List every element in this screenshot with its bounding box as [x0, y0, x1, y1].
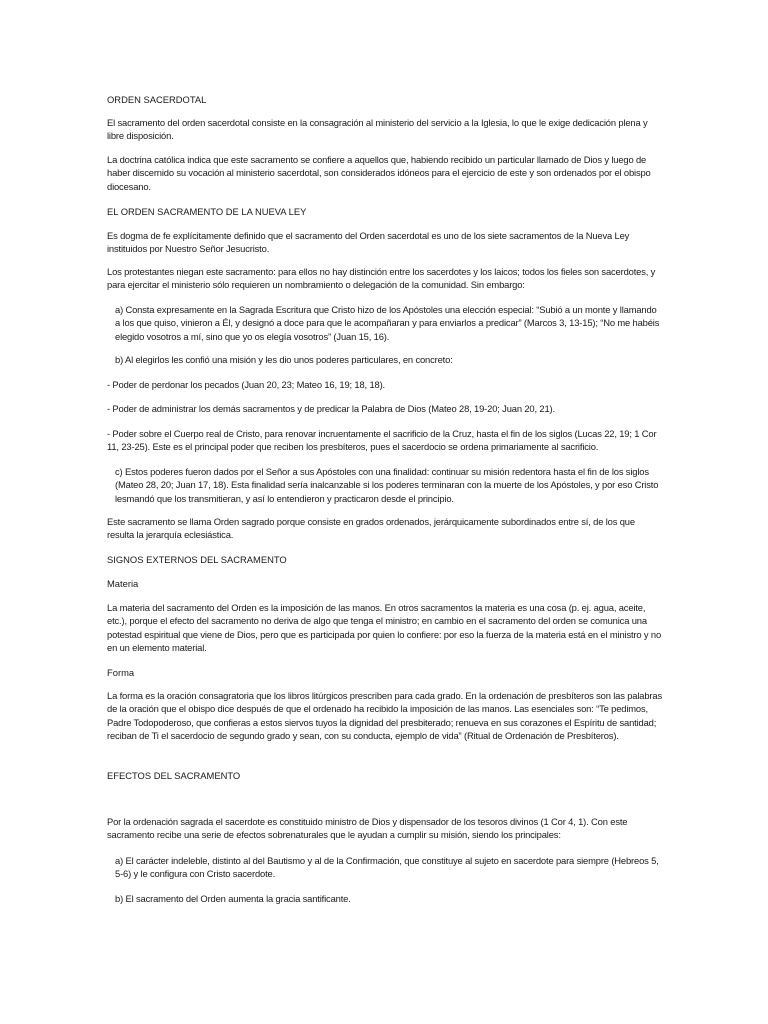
- list-item: b) El sacramento del Orden aumenta la gracia santificante.: [115, 893, 351, 904]
- paragraph: El sacramento del orden sacerdotal consiste en la consagración al ministerio del servicio a la Iglesia, lo que le exige dedicación plena y libre disposición.: [107, 117, 648, 142]
- paragraph: La forma es la oración consagratoria que los libros litúrgicos prescriben para cada grado. En la ordenación de presbíteros son las palabras de la oración que el obispo dice después de que el ordenado ha recibido la imposición de las manos. Las esenciales son: “Te pedimos, Padre Todopoderoso, que confieras a estos siervos tuyos la dignidad del presbiterado; renueva en sus corazones el Espíritu de santidad; reciban de Ti el sacerdocio de segundo grado y sean, con su conducta, ejemplo de vida” (Ritual de Ordenación de Presbíteros).: [107, 690, 662, 742]
- paragraph: Por la ordenación sagrada el sacerdote es constituido ministro de Dios y dispensador de los tesoros divinos (1 Cor 4, 1). Con este sacramento recibe una serie de efectos sobrenaturales que le ayudan a cumplir su misión, siendo los principales:: [107, 816, 628, 841]
- paragraph: Los protestantes niegan este sacramento: para ellos no hay distinción entre los sacerdotes y los laicos; todos los fieles son sacerdotes, y para ejercitar el ministerio sólo requieren un nombramiento o delegación de la comunidad. Sin embargo:: [107, 266, 656, 291]
- dash-item: - Poder de administrar los demás sacramentos y de predicar la Palabra de Dios (Mateo 28, 19-20; Juan 20, 21).: [107, 403, 555, 414]
- list-item: a) Consta expresamente en la Sagrada Escritura que Cristo hizo de los Apóstoles una elección especial: “Subió a un monte y llamando a los que quiso, vinieron a Él, y designó a doce para que le acompañaran y para enviarlos a predicar” (Marcos 3, 13-15); “No me habéis elegido vosotros a mí, sino que yo os elegía vosotros” (Juan 15, 16).: [115, 304, 660, 342]
- paragraph: La materia del sacramento del Orden es la imposición de las manos. En otros sacramentos la materia es una cosa (p. ej. agua, aceite, etc.), porque el efecto del sacramento no deriva de algo que tenga el ministro; en cambio en el sacramento del orden se comunica una potestad espiritual que viene de Dios, pero que es participada por quien lo confiere: por eso la fuerza de la materia está en el ministro y no en un elemento material.: [107, 602, 662, 654]
- paragraph: Es dogma de fe explícitamente definido que el sacramento del Orden sacerdotal es uno de los siete sacramentos de la Nueva Ley instituidos por Nuestro Señor Jesucristo.: [107, 230, 630, 255]
- paragraph: Este sacramento se llama Orden sagrado porque consiste en grados ordenados, jerárquicamente subordinados entre sí, de los que resulta la jerarquía eclesiástica.: [107, 516, 635, 541]
- heading-orden-sacerdotal: ORDEN SACERDOTAL: [107, 94, 207, 105]
- list-item: b) Al elegirlos les confió una misión y les dio unos poderes particulares, en concreto:: [115, 354, 453, 365]
- heading-materia: Materia: [107, 578, 139, 589]
- heading-signos: SIGNOS EXTERNOS DEL SACRAMENTO: [107, 554, 287, 565]
- heading-efectos: EFECTOS DEL SACRAMENTO: [107, 770, 241, 781]
- list-item: c) Estos poderes fueron dados por el Señor a sus Apóstoles con una finalidad: continuar su misión redentora hasta el fin de los siglos (Mateo 28, 20; Juan 17, 18). Esta finalidad sería inalcanzable si los poderes terminaran con la muerte de los Apóstoles, y por eso Cristo lesmandó que los transmitieran, y así lo entendieron y practicaron desde el principio.: [115, 466, 659, 504]
- dash-item: - Poder de perdonar los pecados (Juan 20, 23; Mateo 16, 19; 18, 18).: [107, 379, 386, 390]
- heading-nueva-ley: EL ORDEN SACRAMENTO DE LA NUEVA LEY: [107, 206, 307, 217]
- dash-item: - Poder sobre el Cuerpo real de Cristo, para renovar incruentamente el sacrificio de la Cruz, hasta el fin de los siglos (Lucas 22, 19; 1 Cor 11, 23-25). Este es el principal poder que reciben los presbíteros, pues el sacerdocio se ordena primariamente al sacrificio.: [107, 428, 657, 453]
- paragraph: La doctrina católica indica que este sacramento se confiere a aquellos que, habiendo recibido un particular llamado de Dios y luego de haber discernido su vocación al ministerio sacerdotal, son considerados idóneos para el ejercicio de este y son ordenados por el obispo diocesano.: [107, 154, 651, 192]
- heading-forma: Forma: [107, 667, 135, 678]
- list-item: a) El carácter indeleble, distinto al del Bautismo y al de la Confirmación, que constituye al sujeto en sacerdote para siempre (Hebreos 5, 5-6) y le configura con Cristo sacerdote.: [115, 855, 659, 880]
